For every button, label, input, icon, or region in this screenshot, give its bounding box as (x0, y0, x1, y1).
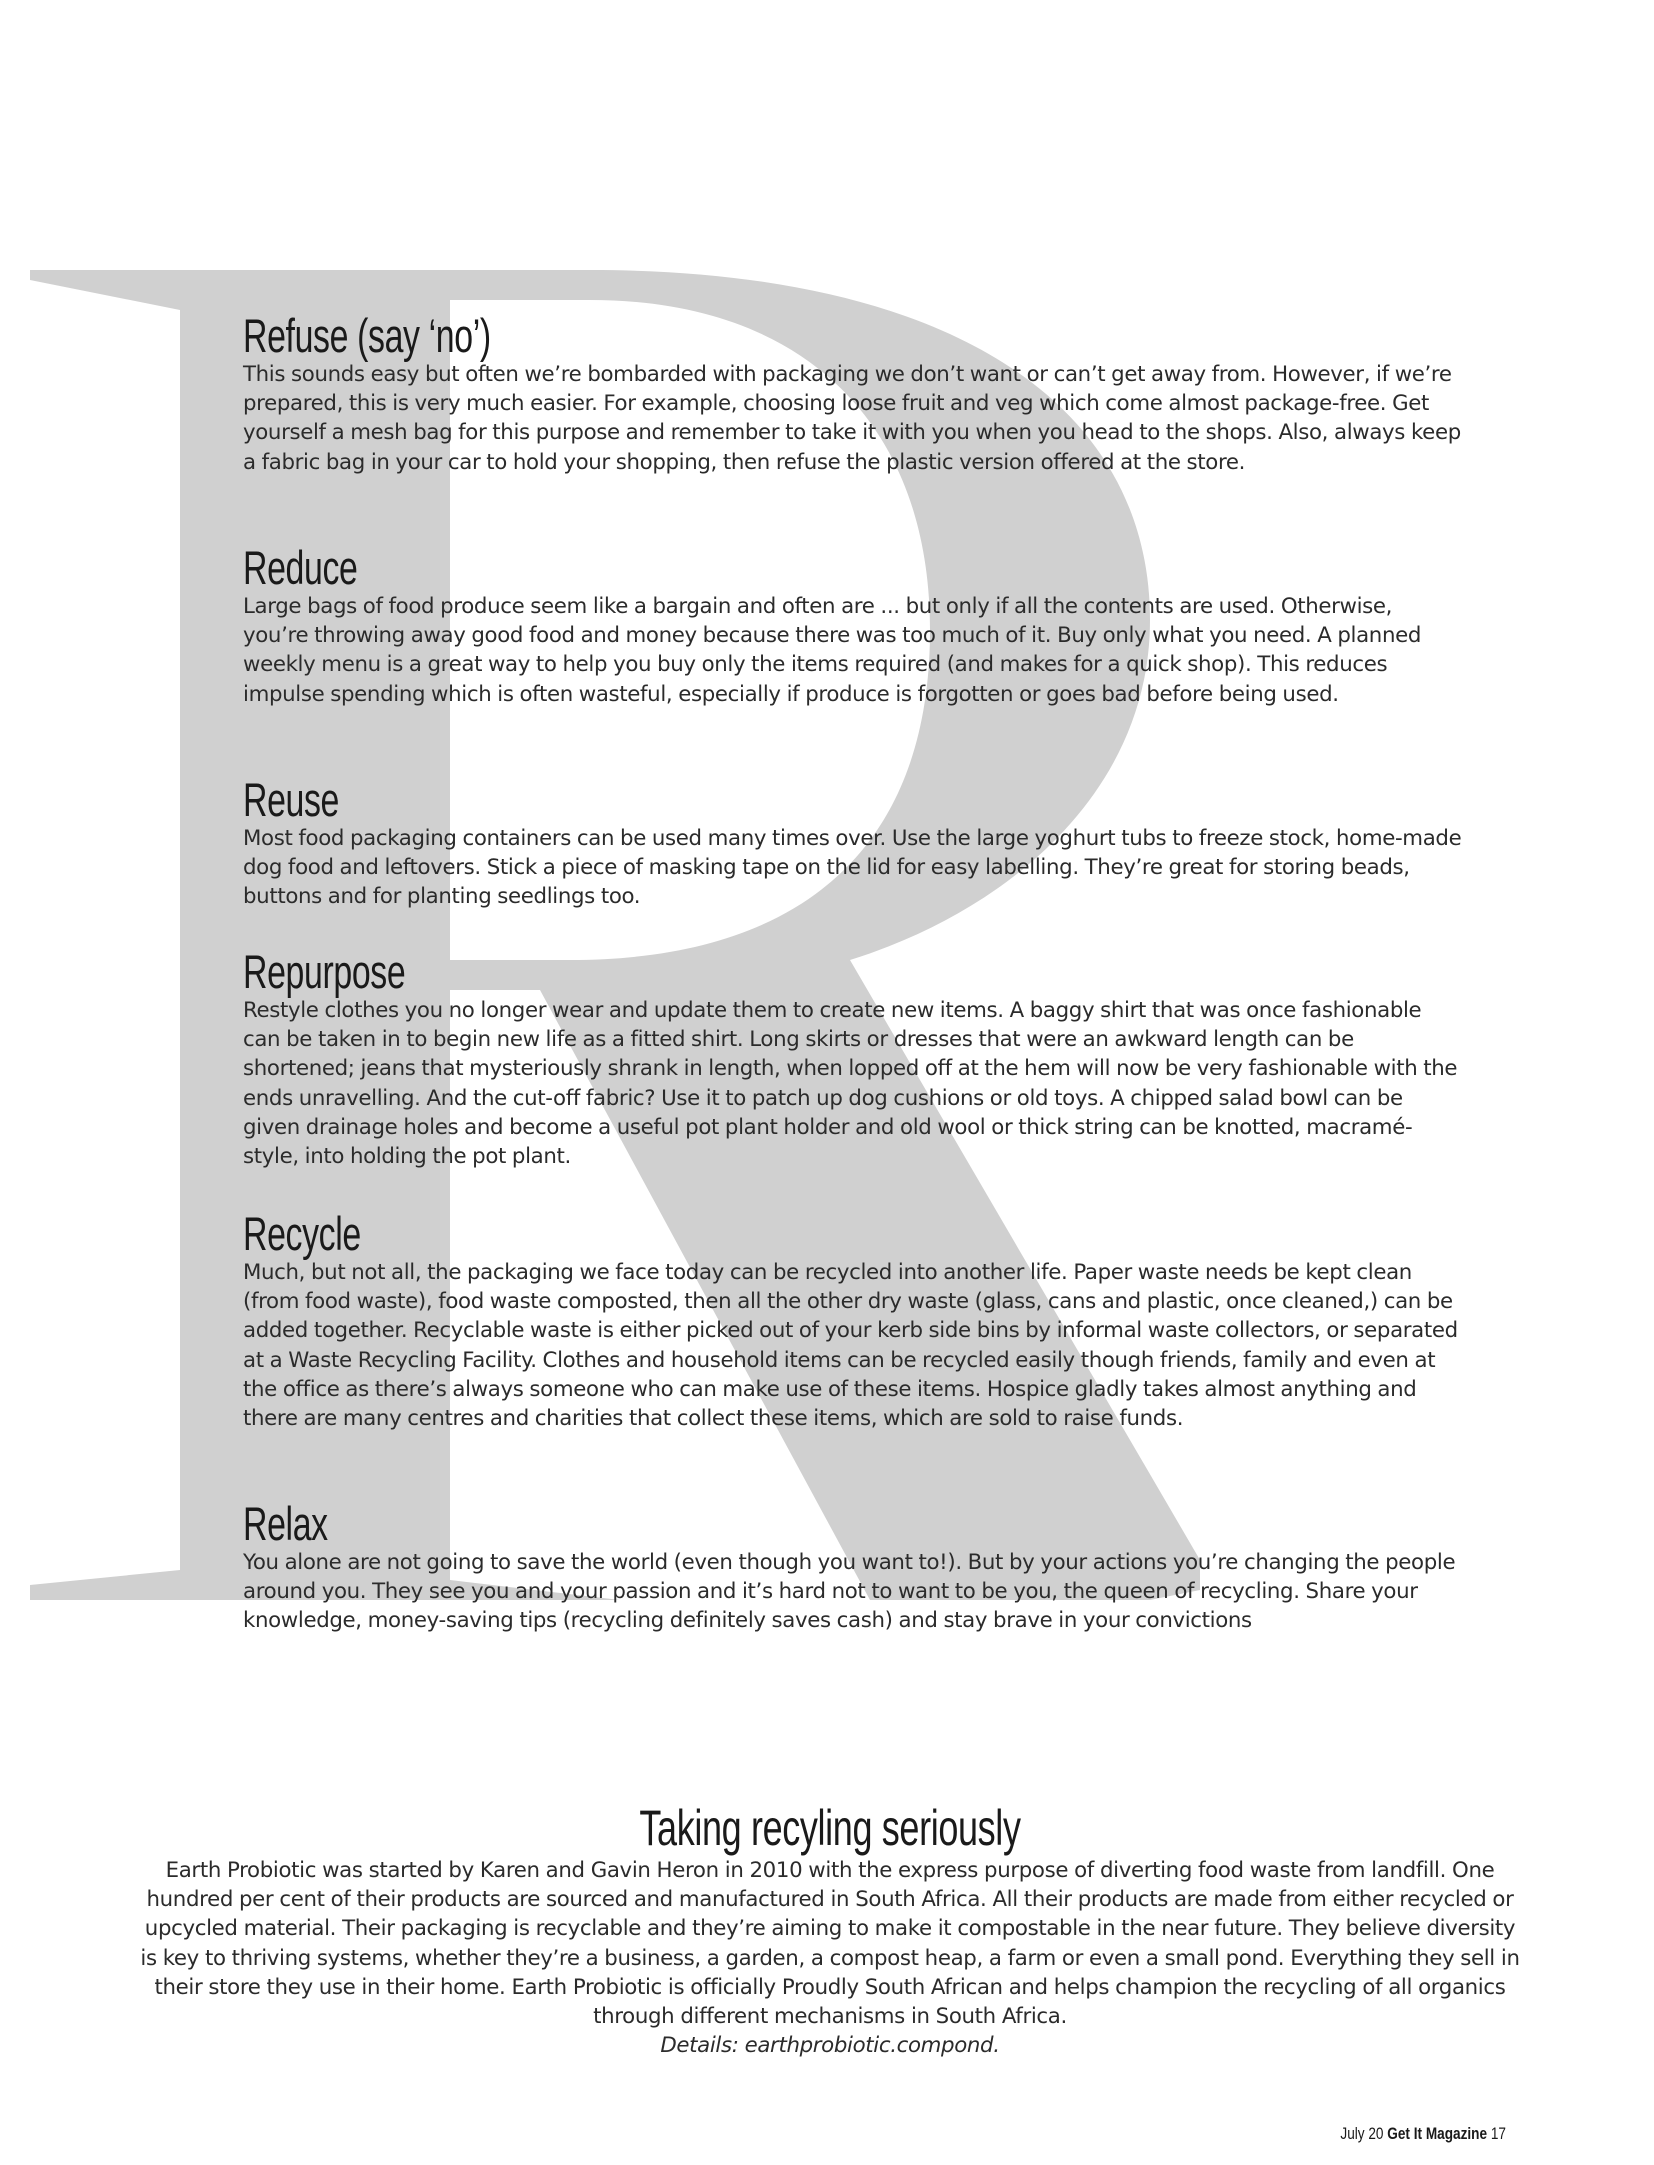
section-heading: Relax (243, 1497, 328, 1550)
section-body: Most food packaging containers can be used many times over. Use the large yoghurt tubs to freeze stock, home-made dog food and leftovers. Stick a piece of masking tape on the lid for easy labelling. They’re great for storing beads, buttons and for planting seedlings too. (243, 826, 1462, 910)
section-heading: Refuse (say ‘no’) (243, 309, 491, 362)
footer-magazine: Get It Magazine (1387, 2124, 1488, 2143)
footer-date: July 20 (1340, 2124, 1384, 2143)
section-recycle (243, 1207, 1458, 1433)
sidebar-box (140, 1800, 1520, 2060)
section-refuse (243, 309, 1461, 477)
page-footer (1340, 2124, 1506, 2144)
section-reduce (243, 541, 1443, 709)
section-body: You alone are not going to save the world (even though you want to!). But by your actions you’re changing the people around you. They see you and your passion and it’s hard not to want to be you, the queen of recycling. Share your knowledge, money-saving tips (recycling definitely saves cash) and stay brave in your convictions (243, 1550, 1456, 1634)
section-body: This sounds easy but often we’re bombarded with packaging we don’t want or can’t get away from. However, if we’re prepared, this is very much easier. For example, choosing loose fruit and veg which come almost package-free. Get yourself a mesh bag for this purpose and remember to take it with you when you head to the shops. Also, always keep a fabric bag in your car to hold your shopping, then refuse the plastic version offered at the store. (243, 362, 1461, 475)
section-body: Restyle clothes you no longer wear and update them to create new items. A baggy shirt that was once fashionable can be taken in to begin new life as a fitted shirt. Long skirts or dresses that were an awkward length can be shortened; jeans that mysteriously shrank in length, when lopped off at the hem will now be very fashionable with the ends unravelling. And the cut-off fabric? Use it to patch up dog cushions or old toys. A chipped salad bowl can be given drainage holes and become a useful pot plant holder and old wool or thick string can be knotted, macramé-style, into holding the pot plant. (243, 998, 1458, 1170)
section-heading: Repurpose (243, 945, 406, 998)
section-relax (243, 1497, 1456, 1636)
section-heading: Reduce (243, 541, 358, 594)
page-number: 17 (1490, 2124, 1506, 2143)
sidebar-body: Earth Probiotic was started by Karen and Gavin Heron in 2010 with the express purpose of diverting food waste from landfill. One hundred per cent of their products are sourced and manufactured in South Africa. All their products are made from either recycled or upcycled material. Their packaging is recyclable and they’re aiming to make it compostable in the near future. They believe diversity is key to thriving systems, whether they’re a business, a garden, a compost heap, a farm or even a small pond. Everything they sell in their store they use in their home. Earth Probiotic is officially Proudly South African and helps champion the recycling of all organics through different mechanisms in South Africa. (140, 1858, 1520, 2030)
sidebar-details: Details: earthprobiotic.compond. (660, 2033, 1000, 2059)
section-heading: Reuse (243, 773, 340, 826)
section-body: Large bags of food produce seem like a bargain and often are ... but only if all the contents are used. Otherwise, you’re throwing away good food and money because there was too much of it. Buy only what you need. A planned weekly menu is a great way to help you buy only the items required (and makes for a quick shop). This reduces impulse spending which is often wasteful, especially if produce is forgotten or goes bad before being used. (243, 594, 1422, 707)
section-reuse (243, 773, 1462, 912)
section-repurpose (243, 945, 1458, 1171)
section-body: Much, but not all, the packaging we face today can be recycled into another life. Paper waste needs be kept clean (from food waste), food waste composted, then all the other dry waste (glass, cans and plastic, once cleaned,) can be added together. Recyclable waste is either picked out of your kerb side bins by informal waste collectors, or separated at a Waste Recycling Facility. Clothes and household items can be recycled easily though friends, family and even at the office as there’s always someone who can make use of these items. Hospice gladly takes almost anything and there are many centres and charities that collect these items, which are sold to raise funds. (243, 1260, 1458, 1432)
sidebar-title: Taking recyling seriously (639, 1800, 1021, 1856)
section-heading: Recycle (243, 1207, 361, 1260)
